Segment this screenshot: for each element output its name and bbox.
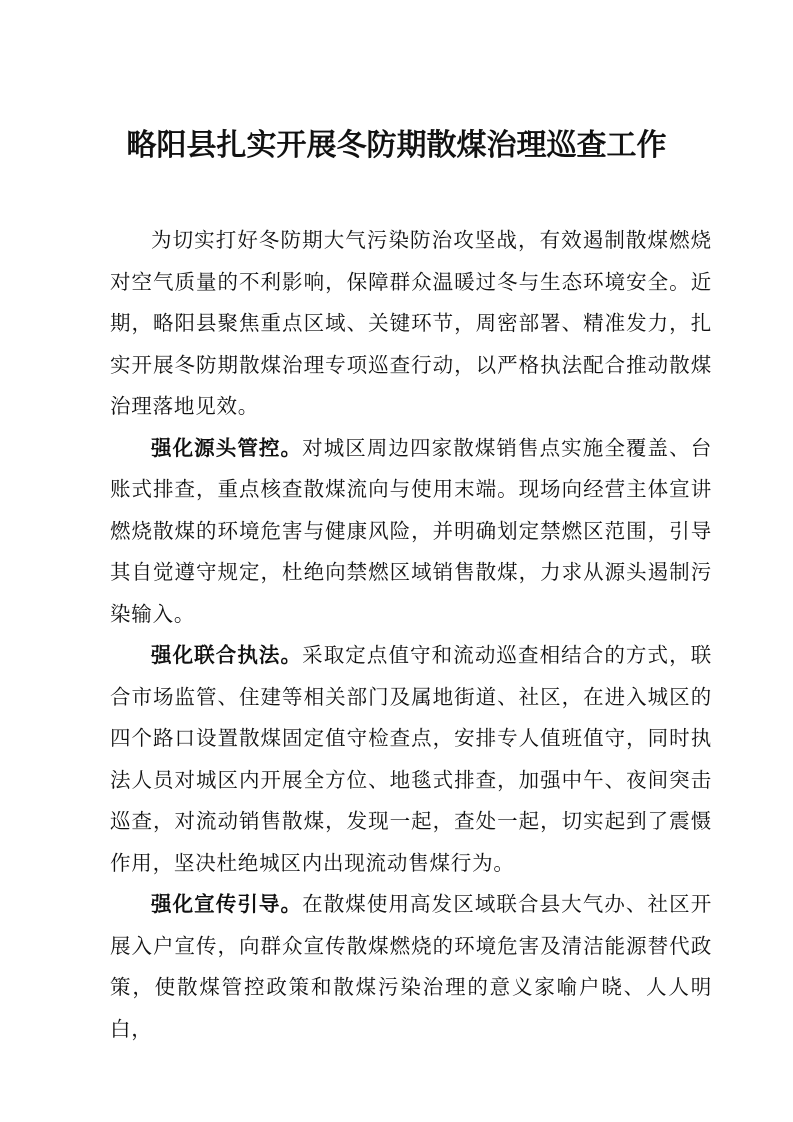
section-paragraph-publicity bbox=[110, 884, 712, 1050]
intro-paragraph: 为切实打好冬防期大气污染防治攻坚战，有效遏制散煤燃烧对空气质量的不利影响，保障群众温暖过冬与生态环境安全。近期，略阳县聚焦重点区域、关键环节，周密部署、精准发力，扎实开展冬防期散煤治理专项巡查行动，以严格执法配合推动散煤治理落地见效。 bbox=[110, 228, 712, 418]
section-heading: 强化源头管控。 bbox=[151, 435, 303, 460]
section-paragraph-joint-enforcement bbox=[110, 635, 712, 884]
section-text: 采取定点值守和流动巡查相结合的方式，联合市场监管、住建等相关部门及属地街道、社区，在进入城区的四个路口设置散煤固定值守检查点，安排专人值班值守，同时执法人员对城区内开展全方位、地毯式排查，加强中午、夜间突击巡查，对流动销售散煤，发现一起，查处一起，切实起到了震慑作用，坚决杜绝城区内出现流动售煤行为。 bbox=[110, 643, 712, 875]
section-text: 在散煤使用高发区域联合县大气办、社区开展入户宣传，向群众宣传散煤燃烧的环境危害及清洁能源替代政策，使散煤管控政策和散煤污染治理的意义家喻户晓、人人明白， bbox=[110, 892, 712, 1041]
document-title: 略阳县扎实开展冬防期散煤治理巡查工作 bbox=[126, 128, 667, 163]
document-body bbox=[110, 220, 712, 1050]
section-heading: 强化联合执法。 bbox=[151, 643, 303, 667]
section-heading: 强化宣传引导。 bbox=[151, 892, 303, 916]
section-text: 对城区周边四家散煤销售点实施全覆盖、台账式排查，重点核查散煤流向与使用末端。现场向经营主体宣讲燃烧散煤的环境危害与健康风险，并明确划定禁燃区范围，引导其自觉遵守规定，杜绝向禁燃区域销售散煤，力求从源头遏制污染输入。 bbox=[110, 435, 712, 626]
section-paragraph-source-control bbox=[110, 428, 712, 636]
